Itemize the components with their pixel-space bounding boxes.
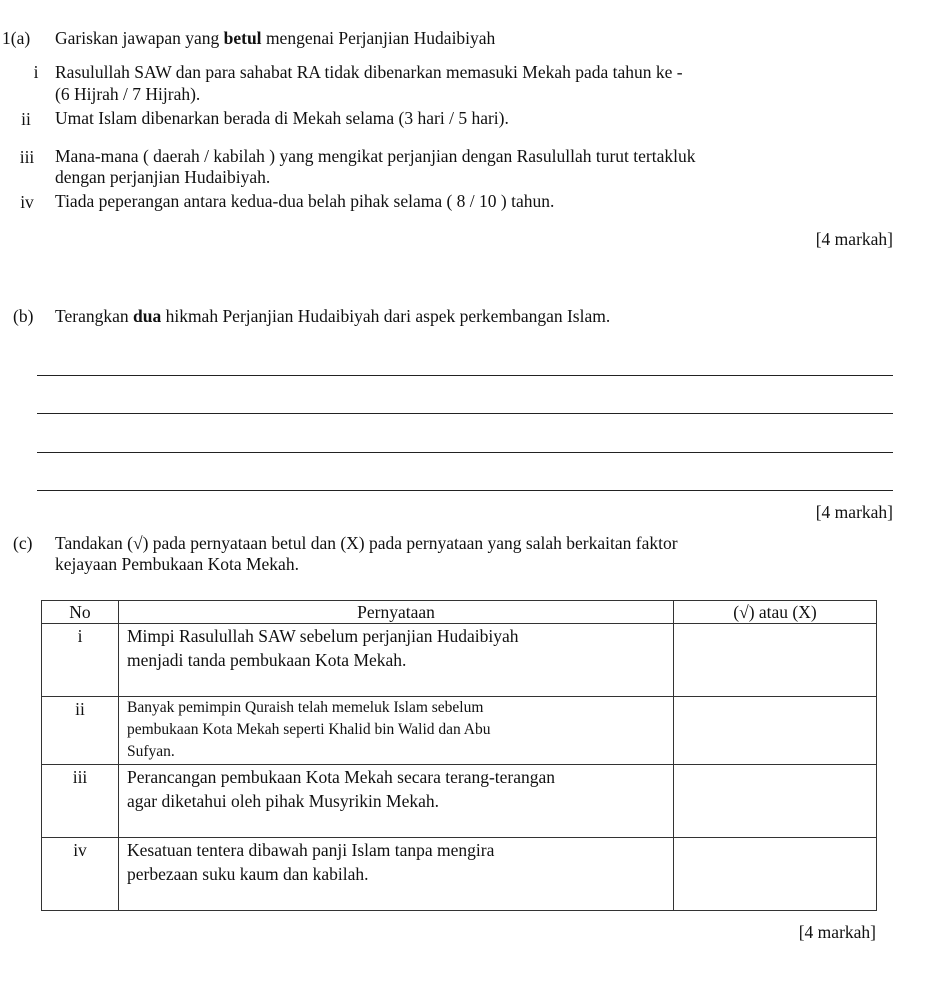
statement-line: menjadi tanda pembukaan Kota Mekah. (127, 650, 407, 670)
item-number: iii (19, 147, 35, 167)
item-number: i (33, 62, 39, 82)
header-statement: Pernyataan (119, 601, 674, 624)
statement-line: Sufyan. (127, 743, 175, 760)
question-1c-label: (c) (13, 533, 33, 553)
statement-line: agar diketahui oleh pihak Musyrikin Mekah. (127, 791, 440, 811)
table-row (42, 697, 877, 765)
statement-line: Banyak pemimpin Quraish telah memeluk Islam sebelum (127, 699, 484, 716)
item-number: ii (21, 109, 31, 129)
item-text[interactable]: Rasulullah SAW dan para sahabat RA tidak dibenarkan memasuki Mekah pada tahun ke - (55, 62, 683, 82)
item-text[interactable]: Mana-mana ( daerah / kabilah ) yang mengikat perjanjian dengan Rasulullah turut tertakluk (55, 146, 696, 166)
question-1a-label: 1(a) (2, 28, 31, 48)
answer-line[interactable] (37, 452, 893, 453)
instruction-text: Terangkan (55, 306, 133, 326)
question-1c-instruction: kejayaan Pembukaan Kota Mekah. (55, 554, 299, 574)
item-number: iv (20, 192, 34, 212)
instruction-text: mengenai Perjanjian Hudaibiyah (261, 28, 496, 48)
answer-cell[interactable] (674, 697, 877, 765)
header-answer: (√) atau (X) (674, 601, 877, 624)
row-number: iv (42, 838, 119, 911)
table-row (42, 838, 877, 911)
marks-label: [4 markah] (815, 229, 893, 249)
row-statement (119, 697, 674, 765)
row-statement (119, 624, 674, 697)
statement-table (41, 600, 877, 911)
header-no: No (42, 601, 119, 624)
item-text[interactable]: Umat Islam dibenarkan berada di Mekah selama (3 hari / 5 hari). (55, 108, 509, 128)
marks-label: [4 markah] (798, 922, 876, 942)
statement-line: Perancangan pembukaan Kota Mekah secara terang-terangan (127, 767, 556, 787)
statement-line: Mimpi Rasulullah SAW sebelum perjanjian Hudaibiyah (127, 626, 519, 646)
instruction-text: Gariskan jawapan yang (55, 28, 224, 48)
row-number: iii (42, 765, 119, 838)
item-text[interactable]: dengan perjanjian Hudaibiyah. (55, 167, 271, 187)
answer-cell[interactable] (674, 624, 877, 697)
answer-line[interactable] (37, 413, 893, 414)
statement-line: pembukaan Kota Mekah seperti Khalid bin Walid dan Abu (127, 721, 491, 738)
statement-line: perbezaan suku kaum dan kabilah. (127, 864, 369, 884)
question-1b-instruction (55, 306, 610, 326)
answer-cell[interactable] (674, 838, 877, 911)
instruction-bold: dua (132, 306, 162, 326)
answer-line[interactable] (37, 375, 893, 376)
question-1b-label: (b) (13, 306, 34, 326)
item-text[interactable]: (6 Hijrah / 7 Hijrah). (55, 84, 201, 104)
item-text[interactable]: Tiada peperangan antara kedua-dua belah pihak selama ( 8 / 10 ) tahun. (55, 191, 555, 211)
table-row (42, 624, 877, 697)
statement-line: Kesatuan tentera dibawah panji Islam tanpa mengira (127, 840, 495, 860)
row-number: i (42, 624, 119, 697)
question-1c-instruction: Tandakan (√) pada pernyataan betul dan (X) pada pernyataan yang salah berkaitan faktor (55, 533, 678, 553)
table-header-row (42, 601, 877, 624)
answer-cell[interactable] (674, 765, 877, 838)
table-row (42, 765, 877, 838)
instruction-bold: betul (223, 28, 262, 48)
instruction-text: hikmah Perjanjian Hudaibiyah dari aspek perkembangan Islam. (161, 306, 611, 326)
question-1a-instruction (55, 28, 495, 48)
row-number: ii (42, 697, 119, 765)
marks-label: [4 markah] (815, 502, 893, 522)
row-statement (119, 838, 674, 911)
row-statement (119, 765, 674, 838)
answer-line[interactable] (37, 490, 893, 491)
